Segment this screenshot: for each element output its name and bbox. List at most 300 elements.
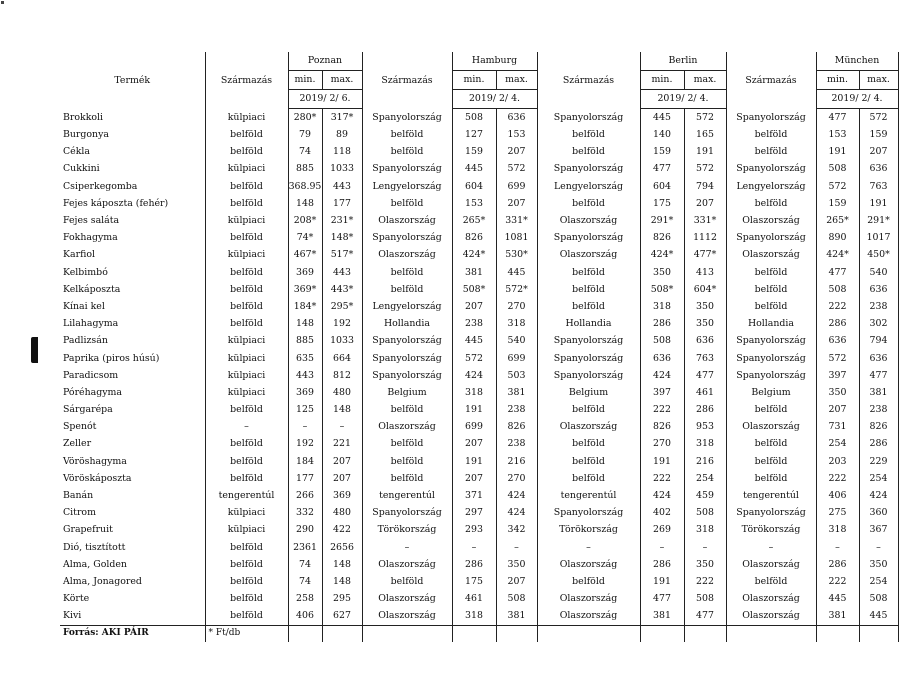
origin-cell: belföld (362, 281, 452, 298)
max-price: 207 (684, 195, 726, 212)
table-row (60, 247, 898, 264)
source-note: Forrás: AKI PÁIR (60, 625, 205, 642)
origin-cell: – (537, 539, 640, 556)
max-price: 331* (684, 212, 726, 229)
table-row (60, 401, 898, 418)
min-price: 192 (288, 436, 322, 453)
min-price: 207 (816, 401, 859, 418)
product-name: Vöröskáposzta (60, 470, 205, 487)
origin-cell: Hollandia (726, 315, 816, 332)
min-price: 424* (640, 247, 684, 264)
min-price: 508* (640, 281, 684, 298)
max-price: 424 (496, 504, 537, 521)
origin-cell: külpiaci (205, 504, 288, 521)
max-price: 350 (496, 556, 537, 573)
table-row (60, 109, 898, 127)
origin-cell: belföld (362, 126, 452, 143)
origin-cell: Olaszország (362, 590, 452, 607)
origin-cell: Lengyelország (362, 298, 452, 315)
max-price: 191 (684, 143, 726, 160)
min-price: 175 (452, 573, 496, 590)
max-price: – (859, 539, 898, 556)
origin-cell: Lengyelország (362, 178, 452, 195)
product-name: Padlizsán (60, 332, 205, 349)
date-munchen: 2019/ 2/ 4. (816, 90, 898, 109)
origin-cell: belföld (362, 143, 452, 160)
origin-cell: külpiaci (205, 161, 288, 178)
max-price: 1033 (322, 161, 362, 178)
table-row (60, 436, 898, 453)
origin-cell: belföld (205, 281, 288, 298)
max-price: 540 (496, 332, 537, 349)
origin-cell: Olaszország (537, 418, 640, 435)
max-price: 331* (496, 212, 537, 229)
max-price: 636 (684, 332, 726, 349)
city-header-poznan: Poznan (288, 52, 362, 71)
min-price: 369 (288, 264, 322, 281)
table-row (60, 143, 898, 160)
max-price: 191 (859, 195, 898, 212)
origin-cell: tengerentúl (726, 487, 816, 504)
origin-cell: Spanyolország (537, 350, 640, 367)
table-row (60, 298, 898, 315)
min-price: 140 (640, 126, 684, 143)
product-name: Grapefruit (60, 522, 205, 539)
max-price: 270 (496, 470, 537, 487)
min-price: 148 (288, 315, 322, 332)
min-price: 424* (452, 247, 496, 264)
max-price: 794 (859, 332, 898, 349)
product-name: Kivi (60, 607, 205, 625)
max-price: 530* (496, 247, 537, 264)
max-price: 238 (496, 436, 537, 453)
origin-cell: Spanyolország (362, 229, 452, 246)
col-header-min: min. (816, 71, 859, 90)
max-price: 350 (684, 315, 726, 332)
min-price: 890 (816, 229, 859, 246)
origin-cell: Belgium (362, 384, 452, 401)
max-price: 1017 (859, 229, 898, 246)
product-name: Fejes saláta (60, 212, 205, 229)
origin-cell: – (726, 539, 816, 556)
min-price: 159 (640, 143, 684, 160)
origin-cell: belföld (537, 126, 640, 143)
max-price: 381 (496, 607, 537, 625)
max-price: 118 (322, 143, 362, 160)
origin-cell: Olaszország (726, 607, 816, 625)
origin-cell: Spanyolország (362, 109, 452, 127)
min-price: – (452, 539, 496, 556)
min-price: 159 (816, 195, 859, 212)
min-price: 635 (288, 350, 322, 367)
origin-cell: Spanyolország (362, 350, 452, 367)
min-price: 371 (452, 487, 496, 504)
max-price: 443 (322, 264, 362, 281)
max-price: 318 (496, 315, 537, 332)
max-price: 664 (322, 350, 362, 367)
max-price: – (322, 418, 362, 435)
origin-cell: belföld (537, 298, 640, 315)
origin-cell: belföld (205, 573, 288, 590)
min-price: 350 (640, 264, 684, 281)
origin-cell: belföld (537, 436, 640, 453)
origin-cell: tengerentúl (362, 487, 452, 504)
min-price: 191 (640, 573, 684, 590)
max-price: 459 (684, 487, 726, 504)
product-name: Póréhagyma (60, 384, 205, 401)
city-header-munchen: München (816, 52, 898, 71)
min-price: 208* (288, 212, 322, 229)
max-price: 424 (859, 487, 898, 504)
origin-cell: belföld (726, 401, 816, 418)
origin-cell: Olaszország (362, 607, 452, 625)
table-row (60, 590, 898, 607)
origin-cell: Törökország (362, 522, 452, 539)
min-price: 203 (816, 453, 859, 470)
col-header-max: max. (859, 71, 898, 90)
table-row (60, 607, 898, 625)
max-price: 1033 (322, 332, 362, 349)
max-price: 207 (496, 573, 537, 590)
product-name: Csiperkegomba (60, 178, 205, 195)
origin-cell: külpiaci (205, 384, 288, 401)
min-price: 445 (816, 590, 859, 607)
min-price: 177 (288, 470, 322, 487)
origin-cell: belföld (726, 470, 816, 487)
min-price: – (288, 418, 322, 435)
max-price: 231* (322, 212, 362, 229)
min-price: 207 (452, 436, 496, 453)
min-price: 508 (816, 281, 859, 298)
origin-cell: belföld (205, 178, 288, 195)
origin-cell: belföld (537, 195, 640, 212)
max-price: 636 (859, 350, 898, 367)
max-price: 270 (496, 298, 537, 315)
origin-cell: tengerentúl (205, 487, 288, 504)
max-price: 699 (496, 178, 537, 195)
max-price: 461 (684, 384, 726, 401)
origin-cell: belföld (205, 539, 288, 556)
origin-cell: belföld (205, 264, 288, 281)
min-price: 445 (452, 161, 496, 178)
min-price: 636 (640, 350, 684, 367)
max-price: 350 (859, 556, 898, 573)
min-price: 445 (452, 332, 496, 349)
max-price: 238 (859, 298, 898, 315)
table-row (60, 195, 898, 212)
max-price: 148 (322, 573, 362, 590)
min-price: 369 (288, 384, 322, 401)
min-price: 318 (452, 384, 496, 401)
origin-cell: belföld (362, 195, 452, 212)
min-price: 350 (816, 384, 859, 401)
origin-cell: belföld (726, 126, 816, 143)
origin-cell: belföld (726, 436, 816, 453)
min-price: 604 (640, 178, 684, 195)
min-price: 286 (816, 315, 859, 332)
min-price: 332 (288, 504, 322, 521)
max-price: 953 (684, 418, 726, 435)
max-price: 291* (859, 212, 898, 229)
min-price: 127 (452, 126, 496, 143)
table-row (60, 453, 898, 470)
origin-cell: külpiaci (205, 350, 288, 367)
min-price: 381 (640, 607, 684, 625)
max-price: 295 (322, 590, 362, 607)
product-name: Citrom (60, 504, 205, 521)
table-row (60, 367, 898, 384)
product-name: Kelkáposzta (60, 281, 205, 298)
min-price: 397 (816, 367, 859, 384)
origin-cell: Olaszország (362, 418, 452, 435)
min-price: 280* (288, 109, 322, 127)
col-header-max: max. (684, 71, 726, 90)
origin-cell: Spanyolország (726, 332, 816, 349)
col-header-min: min. (640, 71, 684, 90)
origin-cell: belföld (205, 143, 288, 160)
origin-cell: Olaszország (537, 607, 640, 625)
min-price: 381 (452, 264, 496, 281)
origin-cell: Spanyolország (726, 367, 816, 384)
max-price: 699 (496, 350, 537, 367)
origin-cell: belföld (726, 281, 816, 298)
min-price: 153 (816, 126, 859, 143)
origin-cell: Olaszország (537, 212, 640, 229)
product-name: Burgonya (60, 126, 205, 143)
max-price: 572 (496, 161, 537, 178)
origin-cell: belföld (362, 470, 452, 487)
min-price: 286 (816, 556, 859, 573)
origin-cell: külpiaci (205, 212, 288, 229)
max-price: 207 (496, 143, 537, 160)
origin-cell: Spanyolország (537, 332, 640, 349)
max-price: 424 (496, 487, 537, 504)
min-price: 184 (288, 453, 322, 470)
product-name: Spenót (60, 418, 205, 435)
max-price: 445 (496, 264, 537, 281)
origin-cell: belföld (726, 143, 816, 160)
min-price: 406 (816, 487, 859, 504)
min-price: 222 (640, 401, 684, 418)
max-price: 636 (859, 281, 898, 298)
origin-cell: Spanyolország (726, 229, 816, 246)
max-price: 508 (684, 590, 726, 607)
max-price: 254 (684, 470, 726, 487)
min-price: 254 (816, 436, 859, 453)
min-price: 291* (640, 212, 684, 229)
max-price: 350 (684, 298, 726, 315)
min-price: 402 (640, 504, 684, 521)
min-price: 265* (452, 212, 496, 229)
min-price: 74 (288, 143, 322, 160)
min-price: 406 (288, 607, 322, 625)
max-price: 318 (684, 436, 726, 453)
table-row (60, 487, 898, 504)
min-price: 572 (452, 350, 496, 367)
min-price: 885 (288, 332, 322, 349)
origin-cell: belföld (205, 195, 288, 212)
max-price: 148 (322, 556, 362, 573)
origin-cell: belföld (726, 195, 816, 212)
min-price: 508 (816, 161, 859, 178)
max-price: 572 (684, 109, 726, 127)
table-row (60, 332, 898, 349)
max-price: 367 (859, 522, 898, 539)
max-price: 477 (684, 607, 726, 625)
origin-cell: Olaszország (726, 556, 816, 573)
origin-cell: belföld (205, 556, 288, 573)
min-price: 826 (640, 229, 684, 246)
table-row (60, 281, 898, 298)
origin-cell: Belgium (726, 384, 816, 401)
max-price: 221 (322, 436, 362, 453)
product-name: Vöröshagyma (60, 453, 205, 470)
max-price: 812 (322, 367, 362, 384)
origin-cell: Olaszország (537, 556, 640, 573)
origin-cell: Spanyolország (726, 109, 816, 127)
max-price: 604* (684, 281, 726, 298)
max-price: 445 (859, 607, 898, 625)
product-name: Karfiol (60, 247, 205, 264)
origin-cell: Hollandia (362, 315, 452, 332)
max-price: 422 (322, 522, 362, 539)
origin-cell: belföld (537, 281, 640, 298)
max-price: 381 (496, 384, 537, 401)
min-price: 368.95 (288, 178, 322, 195)
min-price: 318 (816, 522, 859, 539)
origin-cell: belföld (205, 470, 288, 487)
max-price: 572 (684, 161, 726, 178)
max-price: 794 (684, 178, 726, 195)
table-row (60, 539, 898, 556)
min-price: 238 (452, 315, 496, 332)
min-price: 477 (816, 109, 859, 127)
min-price: 270 (640, 436, 684, 453)
min-price: 572 (816, 178, 859, 195)
product-name: Cékla (60, 143, 205, 160)
product-name: Sárgarépa (60, 401, 205, 418)
origin-cell: belföld (726, 453, 816, 470)
min-price: 286 (640, 315, 684, 332)
origin-cell: Olaszország (362, 212, 452, 229)
min-price: 222 (816, 298, 859, 315)
origin-cell: belföld (205, 590, 288, 607)
col-header-min: min. (452, 71, 496, 90)
min-price: 461 (452, 590, 496, 607)
min-price: 153 (452, 195, 496, 212)
max-price: 216 (684, 453, 726, 470)
max-price: 443* (322, 281, 362, 298)
header-row-cities (60, 52, 898, 71)
min-price: 508* (452, 281, 496, 298)
max-price: 636 (859, 161, 898, 178)
max-price: 1112 (684, 229, 726, 246)
max-price: 350 (684, 556, 726, 573)
origin-cell: külpiaci (205, 522, 288, 539)
min-price: 381 (816, 607, 859, 625)
origin-cell: Spanyolország (537, 161, 640, 178)
table-row (60, 522, 898, 539)
table-row (60, 126, 898, 143)
min-price: 290 (288, 522, 322, 539)
min-price: 148 (288, 195, 322, 212)
date-poznan: 2019/ 2/ 6. (288, 90, 362, 109)
min-price: 293 (452, 522, 496, 539)
max-price: 503 (496, 367, 537, 384)
origin-cell: tengerentúl (537, 487, 640, 504)
origin-cell: Spanyolország (537, 504, 640, 521)
min-price: 445 (640, 109, 684, 127)
origin-cell: belföld (205, 229, 288, 246)
min-price: 191 (816, 143, 859, 160)
product-name: Kínai kel (60, 298, 205, 315)
min-price: 508 (452, 109, 496, 127)
origin-cell: belföld (726, 298, 816, 315)
min-price: 477 (640, 590, 684, 607)
origin-cell: Olaszország (537, 247, 640, 264)
origin-cell: Belgium (537, 384, 640, 401)
corner-dot (1, 1, 4, 4)
min-price: – (816, 539, 859, 556)
max-price: 207 (496, 195, 537, 212)
origin-cell: Spanyolország (726, 161, 816, 178)
city-header-berlin: Berlin (640, 52, 726, 71)
min-price: 275 (816, 504, 859, 521)
min-price: 74 (288, 556, 322, 573)
table-row (60, 384, 898, 401)
product-name: Körte (60, 590, 205, 607)
col-header-origin: Származás (205, 52, 288, 109)
min-price: 424 (640, 367, 684, 384)
product-name: Alma, Golden (60, 556, 205, 573)
max-price: 254 (859, 573, 898, 590)
max-price: 2656 (322, 539, 362, 556)
min-price: 477 (816, 264, 859, 281)
table-row (60, 350, 898, 367)
origin-cell: belföld (537, 143, 640, 160)
max-price: 295* (322, 298, 362, 315)
origin-cell: Spanyolország (726, 350, 816, 367)
max-price: 222 (684, 573, 726, 590)
max-price: 89 (322, 126, 362, 143)
date-hamburg: 2019/ 2/ 4. (452, 90, 537, 109)
max-price: 360 (859, 504, 898, 521)
max-price: 1081 (496, 229, 537, 246)
min-price: 258 (288, 590, 322, 607)
min-price: 318 (452, 607, 496, 625)
min-price: 159 (452, 143, 496, 160)
min-price: 572 (816, 350, 859, 367)
max-price: 369 (322, 487, 362, 504)
max-price: 763 (859, 178, 898, 195)
min-price: 222 (816, 470, 859, 487)
min-price: 604 (452, 178, 496, 195)
max-price: 317* (322, 109, 362, 127)
max-price: 508 (684, 504, 726, 521)
table-row (60, 573, 898, 590)
origin-cell: Olaszország (726, 212, 816, 229)
min-price: 636 (816, 332, 859, 349)
origin-cell: belföld (205, 126, 288, 143)
table-row (60, 470, 898, 487)
max-price: 177 (322, 195, 362, 212)
max-price: 381 (859, 384, 898, 401)
table-row (60, 556, 898, 573)
max-price: 148* (322, 229, 362, 246)
max-price: 480 (322, 504, 362, 521)
max-price: 508 (859, 590, 898, 607)
min-price: 826 (452, 229, 496, 246)
